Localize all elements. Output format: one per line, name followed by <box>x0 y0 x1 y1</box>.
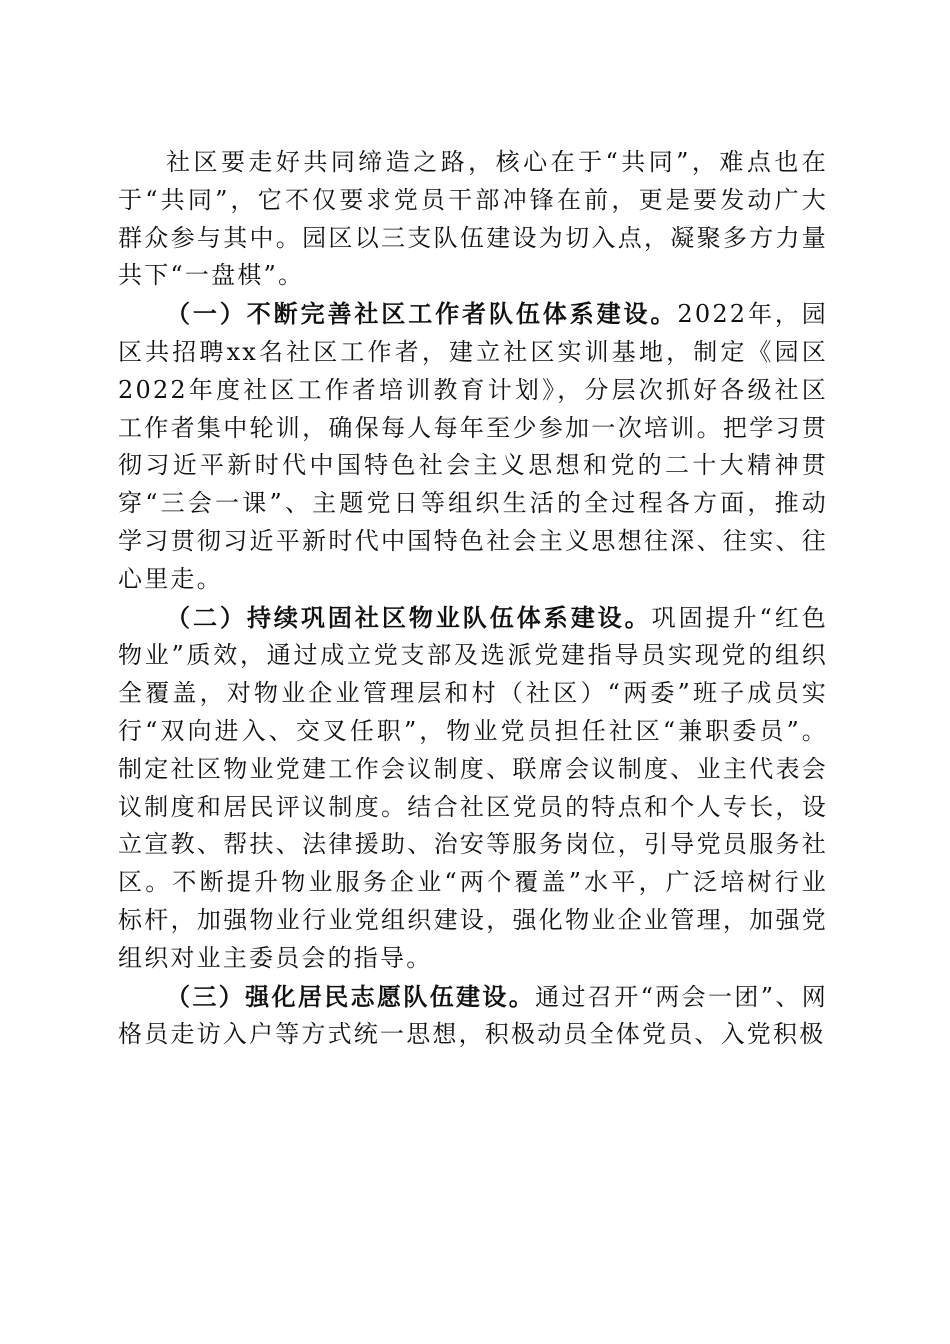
document-body <box>118 144 828 1054</box>
section-1-text: 2022年，园区共招聘xx名社区工作者，建立社区实训基地，制定《园区2022年度社区工作者培训教育计划》，分层次抓好各级社区工作者集中轮训，确保每人每年至少参加一次培训。把学习贯彻习近平新时代中国特色社会主义思想和党的二十大精神贯穿“三会一课”、主题党日等组织生活的全过程各方面，推动学习贯彻习近平新时代中国特色社会主义思想往深、往实、往心里走。 <box>118 300 828 593</box>
section-3-heading: （三）强化居民志愿队伍建设。 <box>166 981 536 1011</box>
paragraph-section-3 <box>118 978 828 1055</box>
paragraph-section-1 <box>118 295 828 598</box>
section-2-text: 巩固提升“红色物业”质效，通过成立党支部及选派党建指导员实现党的组织全覆盖，对物业企业管理层和村（社区）“两委”班子成员实行“双向进入、交叉任职”，物业党员担任社区“兼职委员”。制定社区物业党建工作会议制度、联席会议制度、业主代表会议制度和居民评议制度。结合社区党员的特点和个人专长，设立宣教、帮扶、法律援助、治安等服务岗位，引导党员服务社区。不断提升物业服务企业“两个覆盖”水平，广泛培树行业标杆，加强物业行业党组织建设，强化物业企业管理，加强党组织对业主委员会的指导。 <box>118 603 828 972</box>
section-2-heading: （二）持续巩固社区物业队伍体系建设。 <box>166 602 652 632</box>
paragraph-intro <box>118 144 828 295</box>
section-1-heading: （一）不断完善社区工作者队伍体系建设。 <box>166 299 678 329</box>
paragraph-intro-text: 社区要走好共同缔造之路，核心在于“共同”，难点也在于“共同”，它不仅要求党员干部冲锋在前，更是要发动广大群众参与其中。园区以三支队伍建设为切入点，凝聚多方力量共下“一盘棋”。 <box>118 148 828 290</box>
paragraph-section-2 <box>118 599 828 978</box>
section-3-text: 通过召开“两会一团”、网格员走访入户等方式统一思想，积极动员全体党员、入党积极 <box>118 982 828 1049</box>
